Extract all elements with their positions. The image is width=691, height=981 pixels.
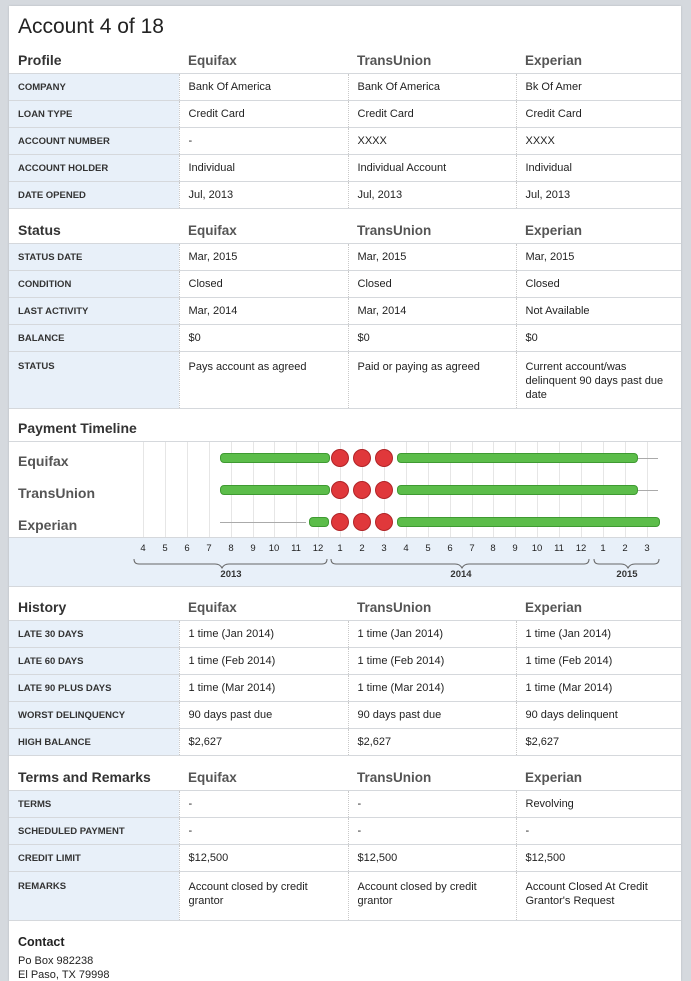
cell-value: 1 time (Jan 2014) (348, 621, 516, 648)
timeline-late-dot (353, 481, 371, 499)
row-label: TERMS (9, 791, 179, 818)
timeline-ok-bar (309, 517, 329, 527)
month-tick-label: 10 (531, 543, 543, 554)
cell-value: Individual (179, 155, 348, 182)
bureau-header: TransUnion (348, 47, 516, 74)
month-tick-label: 10 (268, 543, 280, 554)
cell-value: Account Closed At Credit Grantor's Request (516, 872, 681, 921)
bureau-header: TransUnion (348, 764, 516, 791)
cell-value: 1 time (Feb 2014) (179, 648, 348, 675)
cell-value: Bank Of America (348, 74, 516, 101)
cell-value: Bk Of Amer (516, 74, 681, 101)
bureau-header: Equifax (179, 217, 348, 244)
row-label: DATE OPENED (9, 182, 179, 209)
timeline-late-dot (353, 449, 371, 467)
cell-value: - (348, 791, 516, 818)
history-section (9, 594, 681, 756)
cell-value: - (179, 818, 348, 845)
table-row (9, 271, 681, 298)
cell-value: 1 time (Feb 2014) (516, 648, 681, 675)
row-label: REMARKS (9, 872, 179, 921)
month-tick-label: 7 (469, 543, 475, 554)
timeline-ok-bar (397, 453, 638, 463)
section-heading: Contact (18, 935, 65, 949)
contact-section (18, 935, 110, 981)
cell-value: $0 (348, 325, 516, 352)
cell-value: $0 (516, 325, 681, 352)
cell-value: Paid or paying as agreed (348, 352, 516, 409)
table-row (9, 675, 681, 702)
account-card (9, 6, 681, 981)
row-label: LATE 90 PLUS DAYS (9, 675, 179, 702)
cell-value: 1 time (Feb 2014) (348, 648, 516, 675)
cell-value: Closed (348, 271, 516, 298)
cell-value: Credit Card (179, 101, 348, 128)
cell-value: Jul, 2013 (179, 182, 348, 209)
cell-value: - (516, 818, 681, 845)
timeline-late-dot (353, 513, 371, 531)
timeline-late-dot (331, 449, 349, 467)
cell-value: 90 days past due (179, 702, 348, 729)
month-tick-label: 3 (644, 543, 650, 554)
year-label: 2014 (450, 569, 472, 580)
row-label: ACCOUNT HOLDER (9, 155, 179, 182)
year-bracket-2013 (134, 559, 327, 568)
row-label: SCHEDULED PAYMENT (9, 818, 179, 845)
cell-value: - (179, 128, 348, 155)
month-tick-label: 8 (490, 543, 496, 554)
table-row (9, 101, 681, 128)
month-tick-label: 5 (162, 543, 168, 554)
section-heading: Terms and Remarks (9, 764, 179, 791)
payment-timeline (9, 413, 681, 585)
cell-value: $0 (179, 325, 348, 352)
table-row (9, 872, 681, 921)
cell-value: Closed (516, 271, 681, 298)
month-tick-label: 4 (403, 543, 409, 554)
cell-value: Jul, 2013 (516, 182, 681, 209)
table-row (9, 702, 681, 729)
cell-value: Credit Card (516, 101, 681, 128)
row-label: CONDITION (9, 271, 179, 298)
cell-value: Credit Card (348, 101, 516, 128)
year-bracket-2014 (331, 559, 589, 568)
timeline-gridline (187, 442, 188, 538)
cell-value: 1 time (Jan 2014) (516, 621, 681, 648)
cell-value: Bank Of America (179, 74, 348, 101)
row-label: STATUS (9, 352, 179, 409)
month-tick-label: 11 (291, 543, 301, 554)
cell-value: Individual (516, 155, 681, 182)
month-tick-label: 1 (337, 543, 343, 554)
bureau-header: Equifax (179, 47, 348, 74)
table-row (9, 791, 681, 818)
timeline-late-dot (331, 513, 349, 531)
year-bracket-2015 (594, 559, 659, 568)
table-row (9, 648, 681, 675)
month-tick-label: 9 (512, 543, 518, 554)
year-label: 2013 (220, 569, 242, 580)
cell-value: - (348, 818, 516, 845)
month-tick-label: 1 (600, 543, 606, 554)
page-title: Account 4 of 18 (18, 15, 164, 38)
row-label: LATE 30 DAYS (9, 621, 179, 648)
month-tick-label: 6 (447, 543, 453, 554)
table-row (9, 244, 681, 271)
cell-value: 1 time (Mar 2014) (348, 675, 516, 702)
bureau-header: TransUnion (348, 594, 516, 621)
timeline-late-dot (375, 481, 393, 499)
row-label: BALANCE (9, 325, 179, 352)
cell-value: Revolving (516, 791, 681, 818)
timeline-row-label: TransUnion (18, 485, 96, 501)
cell-value: XXXX (348, 128, 516, 155)
timeline-gridline (143, 442, 144, 538)
month-tick-label: 11 (554, 543, 564, 554)
timeline-ok-bar (397, 517, 660, 527)
month-tick-label: 7 (206, 543, 212, 554)
month-tick-label: 9 (250, 543, 256, 554)
row-label: LOAN TYPE (9, 101, 179, 128)
timeline-axis (9, 537, 681, 587)
table-row (9, 621, 681, 648)
bureau-header: TransUnion (348, 217, 516, 244)
timeline-grid (9, 441, 681, 538)
bureau-header: Equifax (179, 764, 348, 791)
timeline-ok-bar (220, 485, 330, 495)
section-heading: Payment Timeline (18, 420, 137, 436)
table-row (9, 729, 681, 756)
month-tick-label: 4 (140, 543, 146, 554)
table-row (9, 182, 681, 209)
bureau-header: Equifax (179, 594, 348, 621)
cell-value: Mar, 2014 (179, 298, 348, 325)
timeline-ok-bar (220, 453, 330, 463)
timeline-ok-bar (397, 485, 638, 495)
cell-value: $12,500 (516, 845, 681, 872)
bureau-header: Experian (516, 594, 681, 621)
timeline-late-dot (375, 449, 393, 467)
section-heading: Profile (9, 47, 179, 74)
cell-value: Closed (179, 271, 348, 298)
timeline-gridline (209, 442, 210, 538)
cell-value: $12,500 (179, 845, 348, 872)
table-row (9, 128, 681, 155)
cell-value: Mar, 2015 (516, 244, 681, 271)
cell-value: Pays account as agreed (179, 352, 348, 409)
timeline-no-data-line (638, 490, 658, 491)
bureau-header: Experian (516, 47, 681, 74)
table-row (9, 352, 681, 409)
timeline-late-dot (375, 513, 393, 531)
row-label: ACCOUNT NUMBER (9, 128, 179, 155)
row-label: LATE 60 DAYS (9, 648, 179, 675)
cell-value: Current account/was delinquent 90 days past due date (516, 352, 681, 409)
table-row (9, 325, 681, 352)
table-row (9, 818, 681, 845)
bureau-header: Experian (516, 217, 681, 244)
row-label: WORST DELINQUENCY (9, 702, 179, 729)
table-row (9, 155, 681, 182)
month-tick-label: 8 (228, 543, 234, 554)
timeline-late-dot (331, 481, 349, 499)
contact-address-line: Po Box 982238 (18, 955, 94, 967)
bureau-header: Experian (516, 764, 681, 791)
cell-value: Account closed by credit grantor (348, 872, 516, 921)
month-tick-label: 12 (312, 543, 324, 554)
cell-value: Individual Account (348, 155, 516, 182)
cell-value: Jul, 2013 (348, 182, 516, 209)
cell-value: 1 time (Jan 2014) (179, 621, 348, 648)
timeline-row-label: Equifax (18, 453, 69, 469)
section-heading: History (9, 594, 179, 621)
profile-section (9, 47, 681, 209)
row-label: CREDIT LIMIT (9, 845, 179, 872)
cell-value: Account closed by credit grantor (179, 872, 348, 921)
cell-value: Mar, 2015 (179, 244, 348, 271)
cell-value: $2,627 (348, 729, 516, 756)
cell-value: XXXX (516, 128, 681, 155)
cell-value: $12,500 (348, 845, 516, 872)
timeline-no-data-line (638, 458, 658, 459)
timeline-row-label: Experian (18, 517, 78, 533)
month-tick-label: 2 (622, 543, 628, 554)
timeline-gridline (165, 442, 166, 538)
section-heading: Status (9, 217, 179, 244)
row-label: COMPANY (9, 74, 179, 101)
year-label: 2015 (616, 569, 638, 580)
cell-value: 1 time (Mar 2014) (516, 675, 681, 702)
table-row (9, 298, 681, 325)
cell-value: 90 days delinquent (516, 702, 681, 729)
month-tick-label: 5 (425, 543, 431, 554)
cell-value: Mar, 2014 (348, 298, 516, 325)
cell-value: $2,627 (179, 729, 348, 756)
cell-value: 1 time (Mar 2014) (179, 675, 348, 702)
table-row (9, 845, 681, 872)
cell-value: $2,627 (516, 729, 681, 756)
row-label: LAST ACTIVITY (9, 298, 179, 325)
cell-value: Mar, 2015 (348, 244, 516, 271)
table-row (9, 74, 681, 101)
timeline-no-data-line (220, 522, 306, 523)
month-tick-label: 2 (359, 543, 365, 554)
cell-value: - (179, 791, 348, 818)
month-tick-label: 3 (381, 543, 387, 554)
row-label: HIGH BALANCE (9, 729, 179, 756)
row-label: STATUS DATE (9, 244, 179, 271)
terms-section (9, 764, 681, 921)
contact-address-line: El Paso, TX 79998 (18, 969, 110, 981)
month-tick-label: 6 (184, 543, 190, 554)
year-brackets (9, 538, 681, 586)
cell-value: 90 days past due (348, 702, 516, 729)
status-section (9, 217, 681, 409)
month-tick-label: 12 (575, 543, 587, 554)
cell-value: Not Available (516, 298, 681, 325)
